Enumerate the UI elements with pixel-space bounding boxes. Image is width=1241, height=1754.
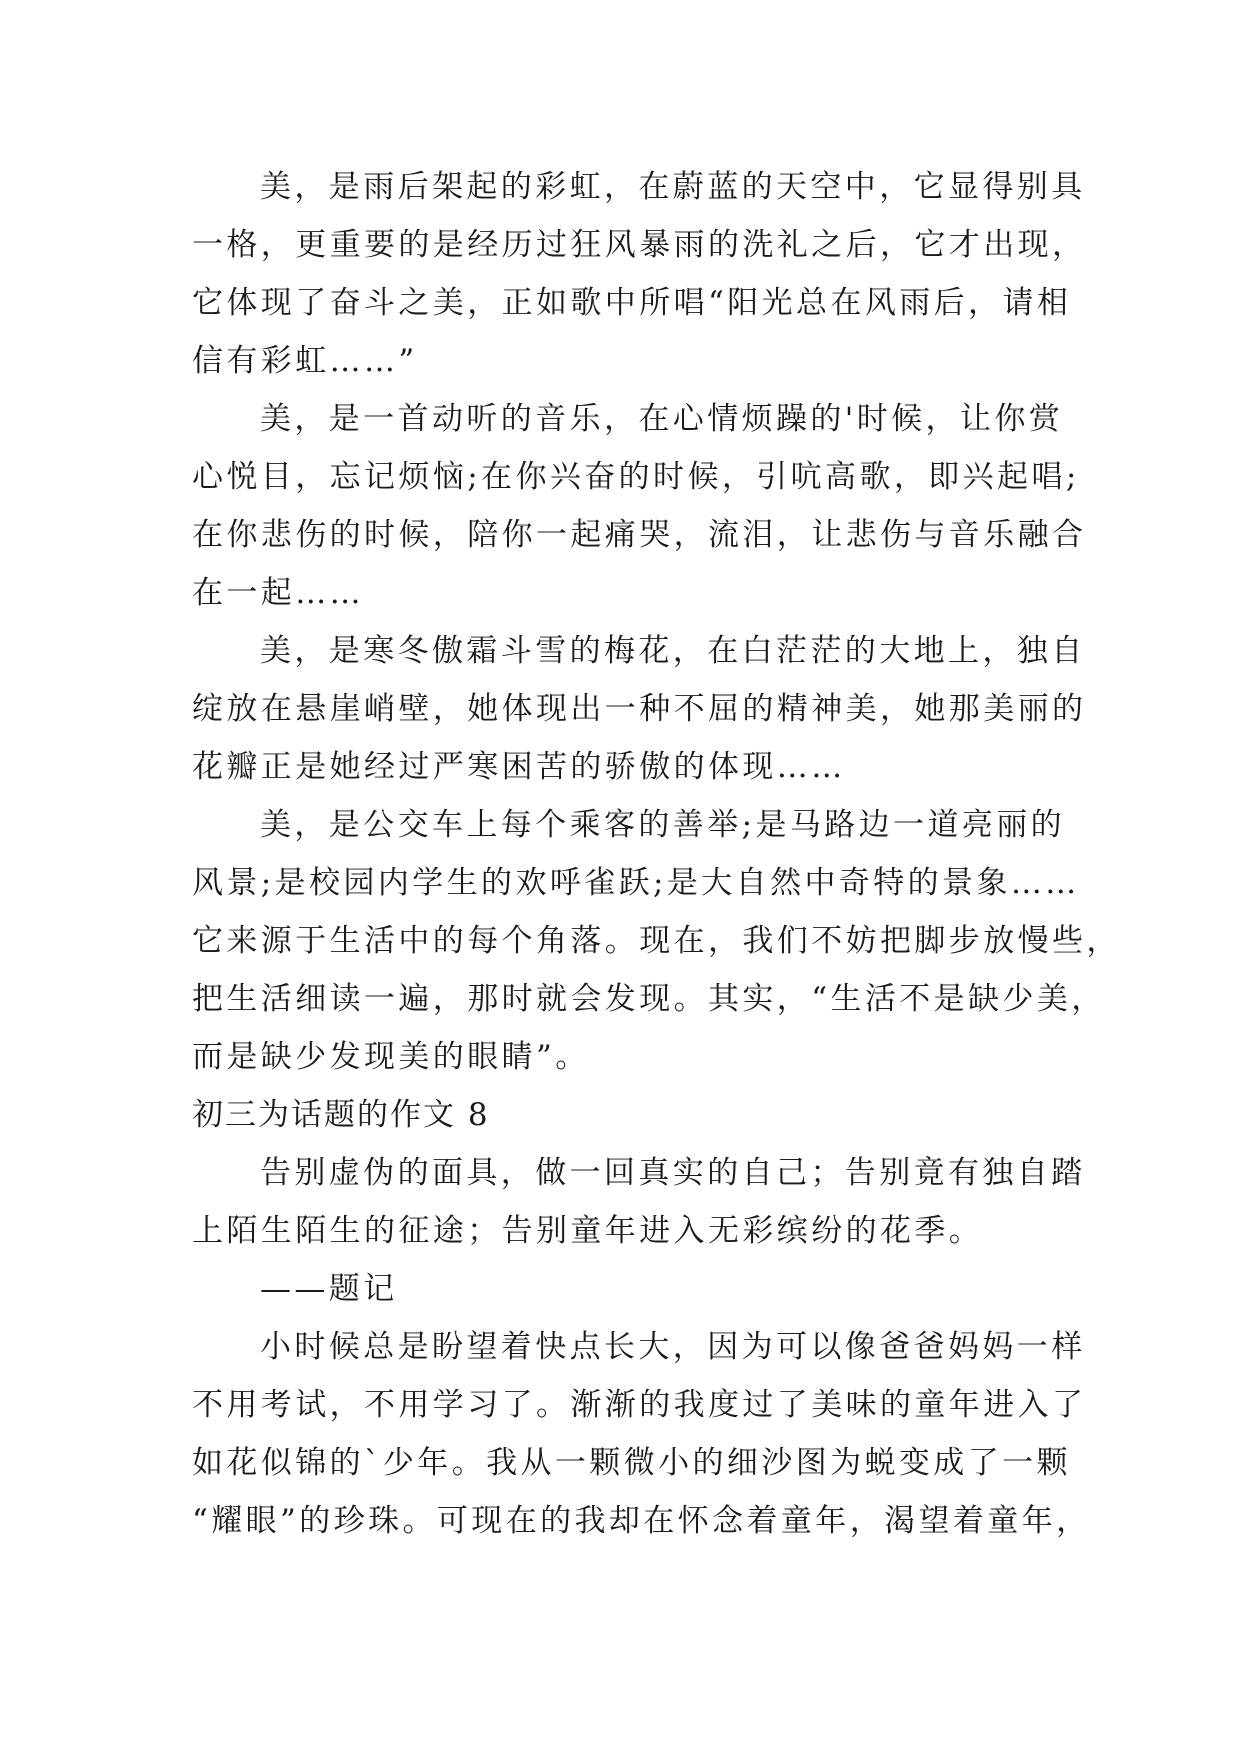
text-line: 不用考试，不用学习了。渐渐的我度过了美味的童年进入了 (192, 1387, 1087, 1423)
text-line: 风景;是校园内学生的欢呼雀跃;是大自然中奇特的景象…… (192, 865, 1080, 901)
text-line: 在你悲伤的时候，陪你一起痛哭，流泪，让悲伤与音乐融合 (192, 517, 1087, 553)
text-line: 美，是公交车上每个乘客的善举;是马路边一道亮丽的 (260, 807, 1066, 843)
section-heading: 初三为话题的作文 8 (192, 1097, 490, 1133)
text-line: 心悦目，忘记烦恼;在你兴奋的时候，引吭高歌，即兴起唱; (192, 459, 1080, 495)
text-line: 而是缺少发现美的眼睛”。 (192, 1039, 590, 1075)
text-line: 绽放在悬崖峭壁，她体现出一种不屈的精神美，她那美丽的 (192, 691, 1087, 727)
text-line: 如花似锦的`少年。我从一颗微小的细沙图为蜕变成了一颗 (192, 1445, 1071, 1481)
text-line: 在一起…… (192, 575, 364, 611)
text-line: 花瓣正是她经过严寒困苦的骄傲的体现…… (192, 749, 846, 785)
text-line: 信有彩虹……” (192, 343, 418, 379)
text-line: 上陌生陌生的征途；告别童年进入无彩缤纷的花季。 (192, 1213, 984, 1249)
text-line: 小时候总是盼望着快点长大，因为可以像爸爸妈妈一样 (260, 1329, 1086, 1365)
text-line: 它体现了奋斗之美，正如歌中所唱“阳光总在风雨后，请相 (192, 285, 1072, 321)
text-line: 美，是寒冬傲霜斗雪的梅花，在白茫茫的大地上，独自 (260, 633, 1086, 669)
text-line: 把生活细读一遍，那时就会发现。其实，“生活不是缺少美， (192, 981, 1106, 1017)
text-line: “耀眼”的珍珠。可现在的我却在怀念着童年，渴望着童年， (192, 1503, 1091, 1539)
text-line: 一格，更重要的是经历过狂风暴雨的洗礼之后，它才出现， (192, 227, 1087, 263)
document-body (192, 158, 1121, 1550)
text-line: ——题记 (260, 1271, 398, 1307)
text-line: 美，是雨后架起的彩虹，在蔚蓝的天空中，它显得别具 (260, 169, 1086, 205)
text-line: 它来源于生活中的每个角落。现在，我们不妨把脚步放慢些， (192, 923, 1121, 959)
text-line: 美，是一首动听的音乐，在心情烦躁的'时候，让你赏 (260, 401, 1064, 437)
text-line: 告别虚伪的面具，做一回真实的自己；告别竟有独自踏 (260, 1155, 1086, 1191)
